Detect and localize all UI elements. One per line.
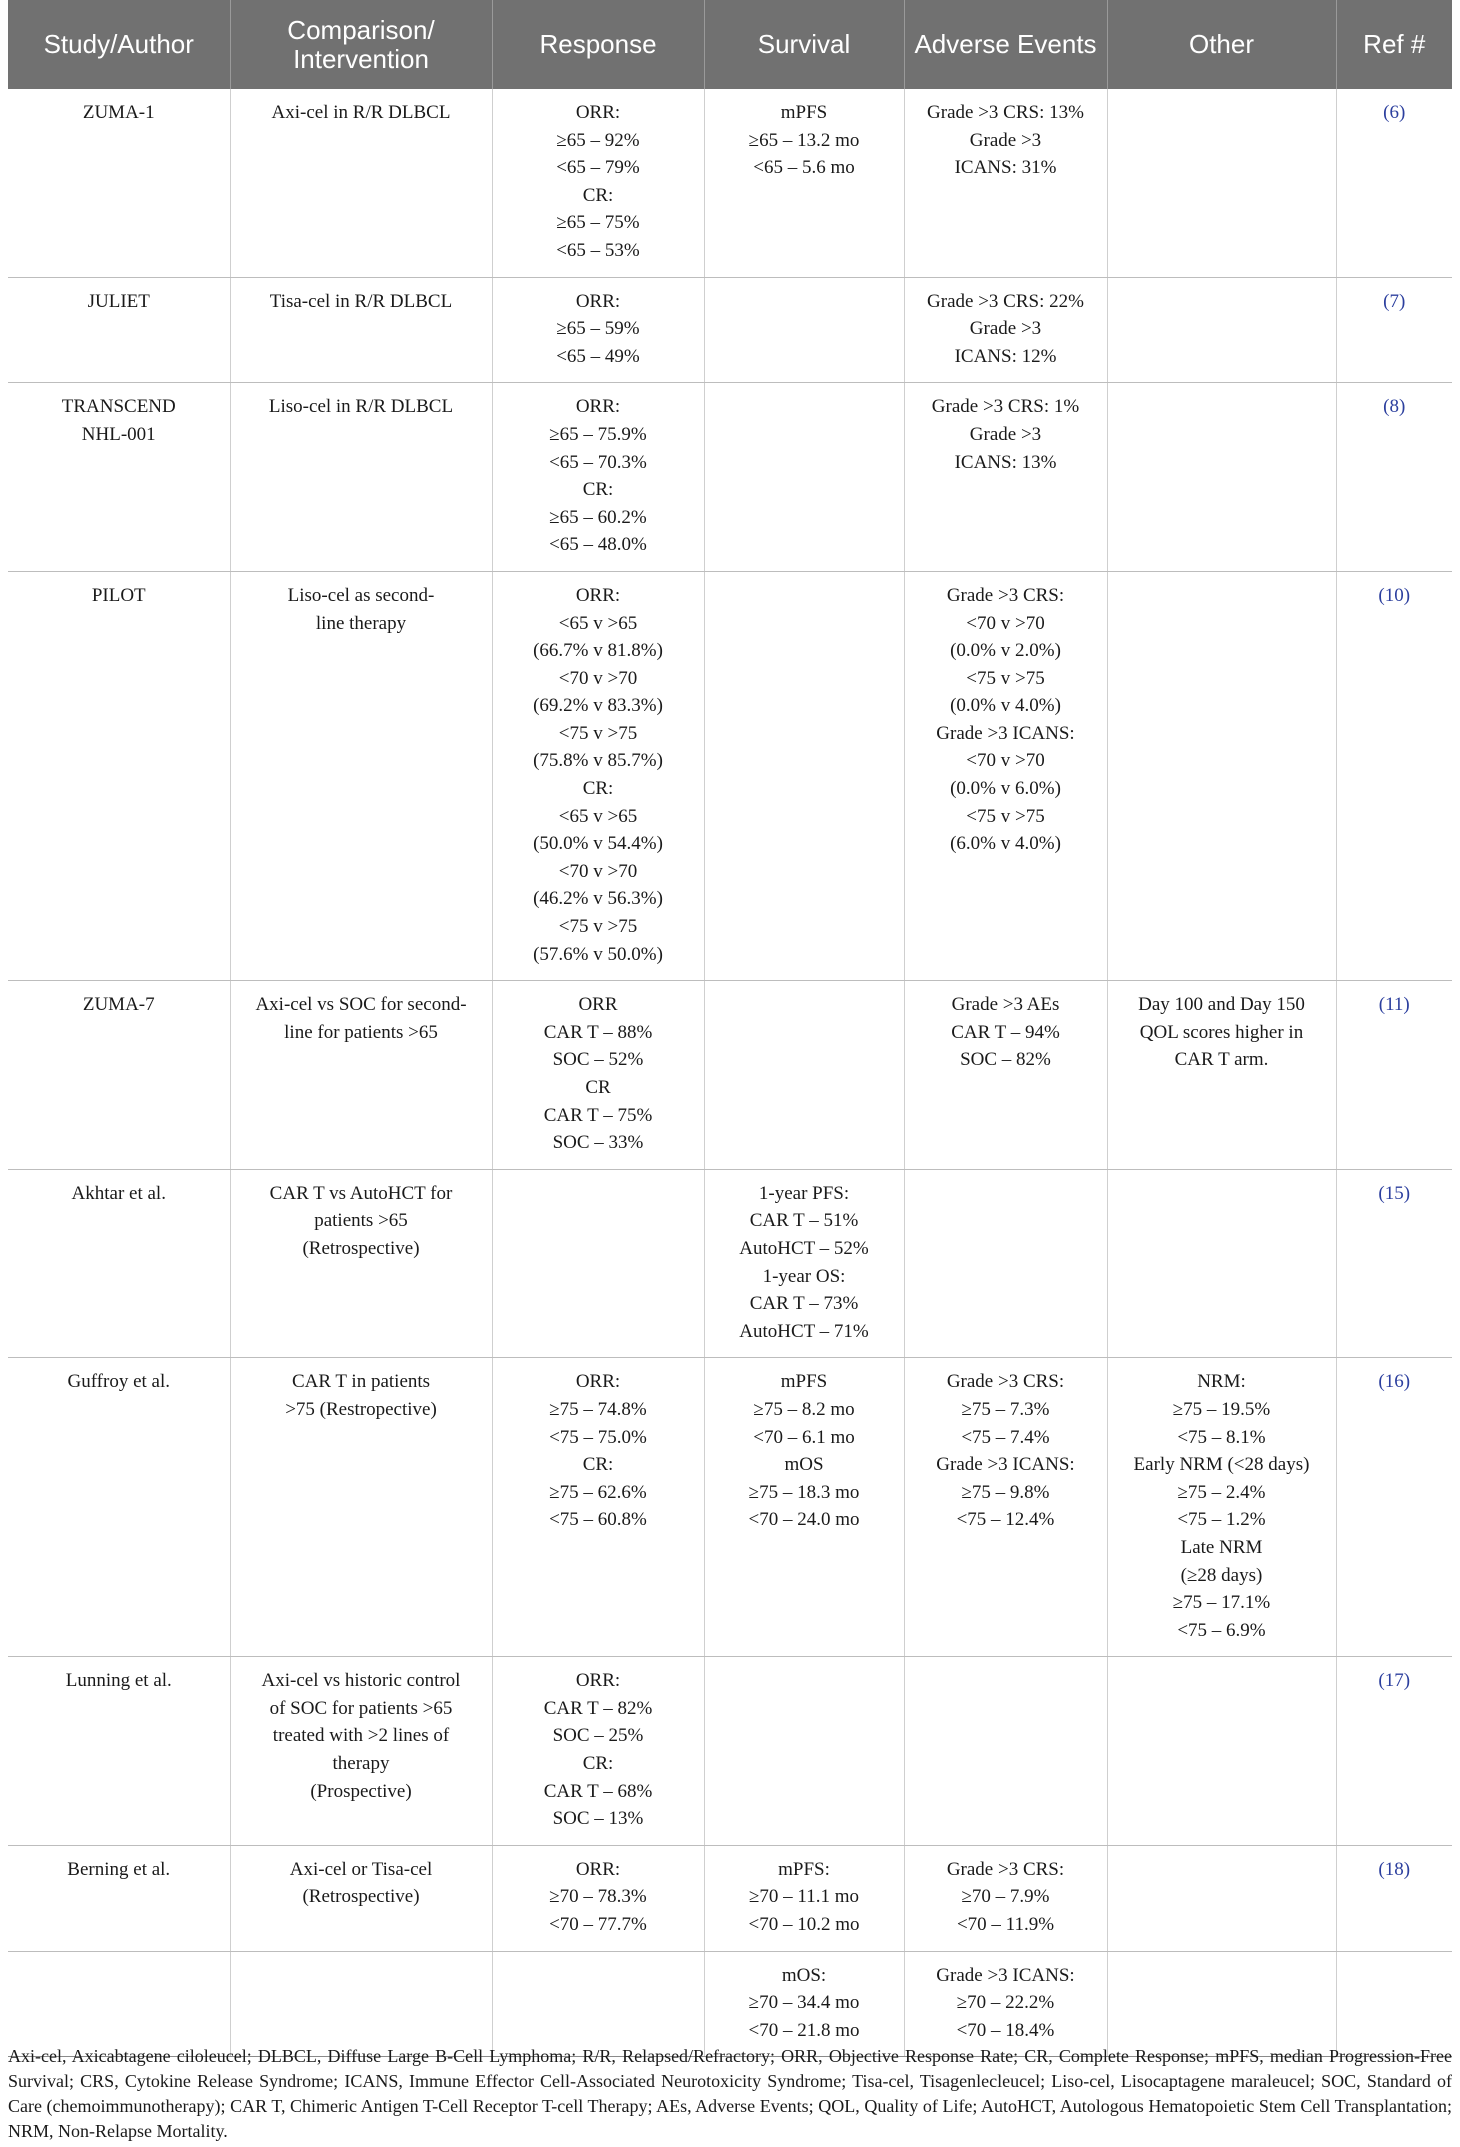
cell-line: ≥75 – 9.8% <box>961 1481 1050 1503</box>
cell-adverse-events <box>904 1358 1107 1657</box>
cell-line: Grade >3 CRS: <box>946 1371 1065 1393</box>
reference-link[interactable]: (16) <box>1378 1371 1411 1393</box>
header-comparison-intervention: Comparison/ Intervention <box>230 0 492 89</box>
cell-survival <box>704 89 904 277</box>
cell-other <box>1107 383 1336 572</box>
cell-comparison <box>230 1845 492 1951</box>
cell-line: ZUMA-1 <box>82 102 155 123</box>
cell-study-author <box>8 89 230 277</box>
cell-line: <65 v >65 <box>558 805 638 827</box>
cell-line: ≥65 – 59% <box>556 318 640 340</box>
cell-ref <box>1336 571 1452 980</box>
cell-line: Grade >3 CRS: 22% <box>927 290 1084 312</box>
cell-line: SOC – 52% <box>552 1049 644 1071</box>
reference-link[interactable]: (7) <box>1383 290 1406 312</box>
cell-line: ≥70 – 22.2% <box>956 1992 1055 2014</box>
table-header <box>8 0 1452 89</box>
cell-line: <70 – 18.4% <box>956 2019 1055 2041</box>
cell-other <box>1107 1169 1336 1358</box>
cell-line: <65 – 79% <box>556 157 640 179</box>
cell-line: ≥75 – 7.3% <box>961 1398 1050 1420</box>
cell-line: CR: <box>582 184 614 206</box>
cell-line: Grade >3 CRS: <box>946 584 1065 606</box>
cell-line: NRM: <box>1197 1371 1246 1393</box>
cell-line: <75 – 60.8% <box>549 1509 647 1531</box>
cell-line: CR: <box>582 778 614 800</box>
cell-line: ORR <box>578 994 618 1016</box>
cell-survival <box>704 1169 904 1358</box>
reference-link[interactable]: (8) <box>1383 396 1406 418</box>
cell-adverse-events <box>904 1951 1107 2057</box>
cell-line: <65 – 48.0% <box>549 534 647 556</box>
cell-survival <box>704 1358 904 1657</box>
cell-line: (0.0% v 2.0%) <box>950 640 1061 662</box>
cell-comparison <box>230 383 492 572</box>
cell-ref <box>1336 1657 1452 1846</box>
cell-line: CR: <box>582 479 614 501</box>
cell-line: Axi-cel vs SOC for second- <box>255 994 467 1016</box>
cell-line: <75 – 75.0% <box>549 1426 647 1448</box>
cell-line: SOC – 13% <box>552 1808 644 1830</box>
cell-line: mPFS: <box>778 1858 830 1880</box>
cell-line: Late NRM <box>1180 1536 1263 1558</box>
table-footnote: Axi-cel, Axicabtagene ciloleucel; DLBCL, Diffuse Large B-Cell Lymphoma; R/R, Relapsed/Refractory; ORR, Objective Response Rate; CR, Complete Response; mPFS, median Progression-Free Survival; CRS, Cytokine Release Syndrome; ICANS, Immune Effector Cell-Associated Neurotoxicity Syndrome; Tisa-cel, Tisagenlecleucel; Liso-cel, Lisocaptagene maraleucel; SOC, Standard of Care (chemoimmunotherapy); CAR T, Chimeric Antigen T-Cell Receptor T-cell Therapy; AEs, Adverse Events; QOL, Quality of Life; AutoHCT, Autologous Hematopoietic Stem Cell Transplantation; NRM, Non-Relapse Mortality. <box>8 2046 1452 2141</box>
cell-other <box>1107 571 1336 980</box>
cell-line: <75 – 6.9% <box>1177 1619 1266 1641</box>
cell-comparison <box>230 277 492 383</box>
cell-response <box>492 981 704 1170</box>
cell-line: Grade >3 AEs <box>951 994 1060 1016</box>
cell-line: ≥65 – 75% <box>556 212 640 234</box>
cell-response <box>492 1358 704 1657</box>
cell-study-author <box>8 1358 230 1657</box>
cell-line: (Retrospective) <box>302 1237 420 1259</box>
cell-line: Berning et al. <box>67 1858 171 1880</box>
cell-study-author <box>8 1169 230 1358</box>
cell-line: ORR: <box>575 1858 621 1880</box>
cell-line: (69.2% v 83.3%) <box>533 695 663 717</box>
header-row <box>8 0 1452 89</box>
cell-adverse-events <box>904 277 1107 383</box>
cell-survival <box>704 571 904 980</box>
header-other: Other <box>1107 0 1336 89</box>
cell-line: Early NRM (<28 days) <box>1133 1454 1310 1476</box>
header-study-author: Study/Author <box>8 0 230 89</box>
cell-line: ICANS: 13% <box>954 451 1057 473</box>
cell-line: CR: <box>582 1753 614 1775</box>
cell-other <box>1107 1951 1336 2057</box>
cell-comparison <box>230 981 492 1170</box>
cell-line: Grade >3 <box>969 423 1042 445</box>
header-response: Response <box>492 0 704 89</box>
cell-ref <box>1336 277 1452 383</box>
cell-other <box>1107 89 1336 277</box>
cell-ref <box>1336 383 1452 572</box>
reference-link[interactable]: (11) <box>1378 994 1410 1016</box>
cell-line: patients >65 <box>314 1210 408 1232</box>
cell-adverse-events <box>904 1845 1107 1951</box>
cell-comparison <box>230 1358 492 1657</box>
cell-study-author <box>8 1657 230 1846</box>
cell-other <box>1107 277 1336 383</box>
cell-response <box>492 383 704 572</box>
cell-line: ≥65 – 13.2 mo <box>748 129 860 151</box>
cell-adverse-events <box>904 1169 1107 1358</box>
table-row <box>8 1169 1452 1358</box>
cell-other <box>1107 1657 1336 1846</box>
header-survival: Survival <box>704 0 904 89</box>
cell-line: <75 – 1.2% <box>1177 1509 1266 1531</box>
cell-response <box>492 1657 704 1846</box>
cell-line: (50.0% v 54.4%) <box>533 833 663 855</box>
cell-line: <75 v >75 <box>558 916 638 938</box>
cell-line: AutoHCT – 52% <box>739 1237 869 1259</box>
cell-line: ≥75 – 2.4% <box>1177 1481 1266 1503</box>
cell-other <box>1107 981 1336 1170</box>
cell-ref <box>1336 1169 1452 1358</box>
cell-response <box>492 277 704 383</box>
cell-line: (57.6% v 50.0%) <box>533 943 663 965</box>
cell-line: mOS: <box>781 1964 827 1986</box>
reference-link[interactable]: (17) <box>1378 1670 1411 1692</box>
cell-line: <65 – 70.3% <box>549 451 647 473</box>
cell-line: <65 – 5.6 mo <box>753 157 855 179</box>
cell-survival <box>704 1845 904 1951</box>
cell-line: ORR: <box>575 1371 621 1393</box>
cell-line: Grade >3 <box>969 129 1042 151</box>
table-row <box>8 1358 1452 1657</box>
reference-link[interactable]: (10) <box>1378 584 1411 606</box>
cell-line: CR: <box>582 1454 614 1476</box>
cell-response <box>492 1845 704 1951</box>
cell-line: Guffroy et al. <box>67 1371 171 1393</box>
cell-ref <box>1336 1358 1452 1657</box>
cell-line: <70 v >70 <box>558 860 638 882</box>
table-row <box>8 981 1452 1170</box>
cell-line: Liso-cel as second- <box>287 584 435 606</box>
cell-line: (Prospective) <box>310 1780 412 1802</box>
cell-line: ≥65 – 75.9% <box>549 423 647 445</box>
table-row <box>8 1951 1452 2057</box>
cell-line: SOC – 82% <box>960 1049 1051 1071</box>
reference-link[interactable]: (6) <box>1383 102 1406 123</box>
cell-line: Liso-cel in R/R DLBCL <box>268 396 454 418</box>
cell-line: Axi-cel vs historic control <box>261 1670 461 1692</box>
cell-line: ORR: <box>575 102 621 123</box>
cell-survival <box>704 1951 904 2057</box>
cell-response <box>492 1951 704 2057</box>
cell-line: CAR T – 51% <box>749 1210 859 1232</box>
reference-link[interactable]: (15) <box>1378 1182 1411 1204</box>
cell-line: mPFS <box>780 1371 828 1393</box>
table-row <box>8 277 1452 383</box>
cell-line: 1-year OS: <box>762 1265 846 1287</box>
cell-line: CAR T – 94% <box>951 1021 1060 1043</box>
cell-adverse-events <box>904 571 1107 980</box>
cell-ref <box>1336 89 1452 277</box>
cell-line: <70 – 11.9% <box>956 1914 1055 1936</box>
table-row <box>8 571 1452 980</box>
cell-line: (0.0% v 4.0%) <box>950 695 1061 717</box>
cell-line: <70 – 10.2 mo <box>748 1914 860 1936</box>
cell-survival <box>704 981 904 1170</box>
cell-line: CAR T – 88% <box>543 1021 653 1043</box>
cell-line: <70 – 21.8 mo <box>748 2019 860 2041</box>
cell-line: ≥70 – 34.4 mo <box>748 1992 860 2014</box>
cell-line: AutoHCT – 71% <box>739 1320 869 1342</box>
cell-study-author <box>8 383 230 572</box>
cell-line: CAR T – 75% <box>543 1104 653 1126</box>
cell-line: ≥75 – 17.1% <box>1172 1592 1271 1614</box>
cell-line: ≥70 – 78.3% <box>549 1886 647 1908</box>
cell-line: treated with >2 lines of <box>272 1725 450 1747</box>
cell-line: Grade >3 ICANS: <box>936 1454 1075 1476</box>
cell-survival <box>704 1657 904 1846</box>
cell-line: ICANS: 31% <box>954 157 1057 179</box>
cell-line: <70 – 24.0 mo <box>748 1509 860 1531</box>
cell-line: <75 v >75 <box>558 722 638 744</box>
cell-line: ORR: <box>575 290 621 312</box>
cell-line: Grade >3 CRS: 1% <box>931 396 1080 418</box>
cell-response <box>492 1169 704 1358</box>
cell-line: Tisa-cel in R/R DLBCL <box>269 290 453 312</box>
cell-line: <65 v >65 <box>558 612 638 634</box>
cell-line: <70 v >70 <box>966 612 1045 634</box>
cell-line: CAR T – 82% <box>543 1697 653 1719</box>
cell-line: (75.8% v 85.7%) <box>533 750 663 772</box>
cell-line: (66.7% v 81.8%) <box>533 640 663 662</box>
table-row <box>8 1657 1452 1846</box>
cell-line: ≥70 – 7.9% <box>961 1886 1050 1908</box>
cell-comparison <box>230 1169 492 1358</box>
cell-line: CAR T arm. <box>1174 1049 1269 1071</box>
cell-line: <75 – 8.1% <box>1177 1426 1266 1448</box>
cell-line: (6.0% v 4.0%) <box>950 833 1061 855</box>
cell-line: 1-year PFS: <box>758 1182 850 1204</box>
cell-line: line for patients >65 <box>284 1021 438 1043</box>
cell-study-author <box>8 1951 230 2057</box>
cell-line: Axi-cel or Tisa-cel <box>289 1858 433 1880</box>
cell-comparison <box>230 1657 492 1846</box>
cell-line: ICANS: 12% <box>954 345 1057 367</box>
cell-line: CAR T in patients <box>291 1371 431 1393</box>
cell-line: CR <box>585 1077 611 1098</box>
cell-line: therapy <box>332 1753 390 1775</box>
cell-line: ≥75 – 18.3 mo <box>748 1481 860 1503</box>
table-row <box>8 89 1452 277</box>
cell-line: QOL scores higher in <box>1139 1021 1304 1043</box>
cell-study-author <box>8 571 230 980</box>
cell-adverse-events <box>904 1657 1107 1846</box>
cell-line: <75 – 7.4% <box>961 1426 1050 1448</box>
cell-line: SOC – 25% <box>552 1725 644 1747</box>
cell-line: ORR: <box>575 584 621 606</box>
cell-line: ≥75 – 8.2 mo <box>753 1398 855 1420</box>
cell-line: ZUMA-7 <box>82 994 155 1016</box>
cell-line: <75 – 12.4% <box>956 1509 1055 1531</box>
table-row <box>8 383 1452 572</box>
cell-line: <75 v >75 <box>966 805 1045 827</box>
header-ref-number: Ref # <box>1336 0 1452 89</box>
cell-line: CAR T vs AutoHCT for <box>269 1182 453 1204</box>
cell-line: mPFS <box>780 102 828 123</box>
cell-ref <box>1336 1845 1452 1951</box>
cell-line: ≥75 – 62.6% <box>549 1481 647 1503</box>
cell-adverse-events <box>904 981 1107 1170</box>
cell-line: Akhtar et al. <box>71 1182 166 1204</box>
cell-line: CAR T – 68% <box>543 1780 653 1802</box>
study-comparison-table <box>8 0 1452 2057</box>
cell-line: <70 v >70 <box>966 750 1045 772</box>
cell-response <box>492 571 704 980</box>
cell-line: Grade >3 ICANS: <box>936 722 1075 744</box>
cell-line: PILOT <box>91 584 146 606</box>
cell-line: NHL-001 <box>81 423 156 445</box>
cell-line: ORR: <box>575 396 621 418</box>
cell-ref <box>1336 1951 1452 2057</box>
cell-line: mOS <box>784 1454 824 1476</box>
table-row <box>8 1845 1452 1951</box>
cell-adverse-events <box>904 383 1107 572</box>
cell-line: Grade >3 CRS: <box>946 1858 1065 1880</box>
header-adverse-events: Adverse Events <box>904 0 1107 89</box>
cell-line: Grade >3 ICANS: <box>936 1964 1075 1986</box>
cell-response <box>492 89 704 277</box>
cell-line: JULIET <box>87 290 150 312</box>
cell-line: <75 v >75 <box>966 667 1045 689</box>
cell-line: line therapy <box>315 612 407 634</box>
cell-line: ≥75 – 19.5% <box>1172 1398 1271 1420</box>
cell-study-author <box>8 1845 230 1951</box>
cell-comparison <box>230 89 492 277</box>
cell-line: <65 – 49% <box>556 345 640 367</box>
cell-line: ≥65 – 92% <box>556 129 640 151</box>
cell-adverse-events <box>904 89 1107 277</box>
cell-line: Grade >3 <box>969 318 1042 340</box>
cell-line: (46.2% v 56.3%) <box>533 888 663 910</box>
reference-link[interactable]: (18) <box>1378 1858 1411 1880</box>
cell-line: (0.0% v 6.0%) <box>950 778 1061 800</box>
cell-line: Axi-cel in R/R DLBCL <box>271 102 451 123</box>
cell-line: Grade >3 CRS: 13% <box>927 102 1084 123</box>
cell-ref <box>1336 981 1452 1170</box>
cell-line: <70 v >70 <box>558 667 638 689</box>
cell-study-author <box>8 981 230 1170</box>
cell-survival <box>704 277 904 383</box>
cell-line: <65 – 53% <box>556 239 640 261</box>
cell-survival <box>704 383 904 572</box>
cell-line: of SOC for patients >65 <box>269 1697 453 1719</box>
cell-line: >75 (Restropective) <box>285 1398 437 1420</box>
cell-line: ≥65 – 60.2% <box>549 506 647 528</box>
cell-study-author <box>8 277 230 383</box>
cell-line: Day 100 and Day 150 <box>1138 994 1305 1016</box>
cell-line: CAR T – 73% <box>749 1293 859 1315</box>
cell-other <box>1107 1845 1336 1951</box>
cell-line: ≥70 – 11.1 mo <box>748 1886 859 1908</box>
cell-line: <70 – 6.1 mo <box>753 1426 855 1448</box>
cell-line: (Retrospective) <box>302 1886 420 1908</box>
cell-line: Lunning et al. <box>65 1670 172 1692</box>
cell-line: TRANSCEND <box>61 396 176 418</box>
cell-comparison <box>230 1951 492 2057</box>
cell-other <box>1107 1358 1336 1657</box>
cell-comparison <box>230 571 492 980</box>
cell-line: (≥28 days) <box>1180 1564 1263 1586</box>
cell-line: SOC – 33% <box>552 1132 644 1154</box>
cell-line: <70 – 77.7% <box>549 1914 647 1936</box>
cell-line: ORR: <box>575 1670 621 1692</box>
table-body <box>8 89 1452 2057</box>
cell-line: ≥75 – 74.8% <box>549 1398 647 1420</box>
